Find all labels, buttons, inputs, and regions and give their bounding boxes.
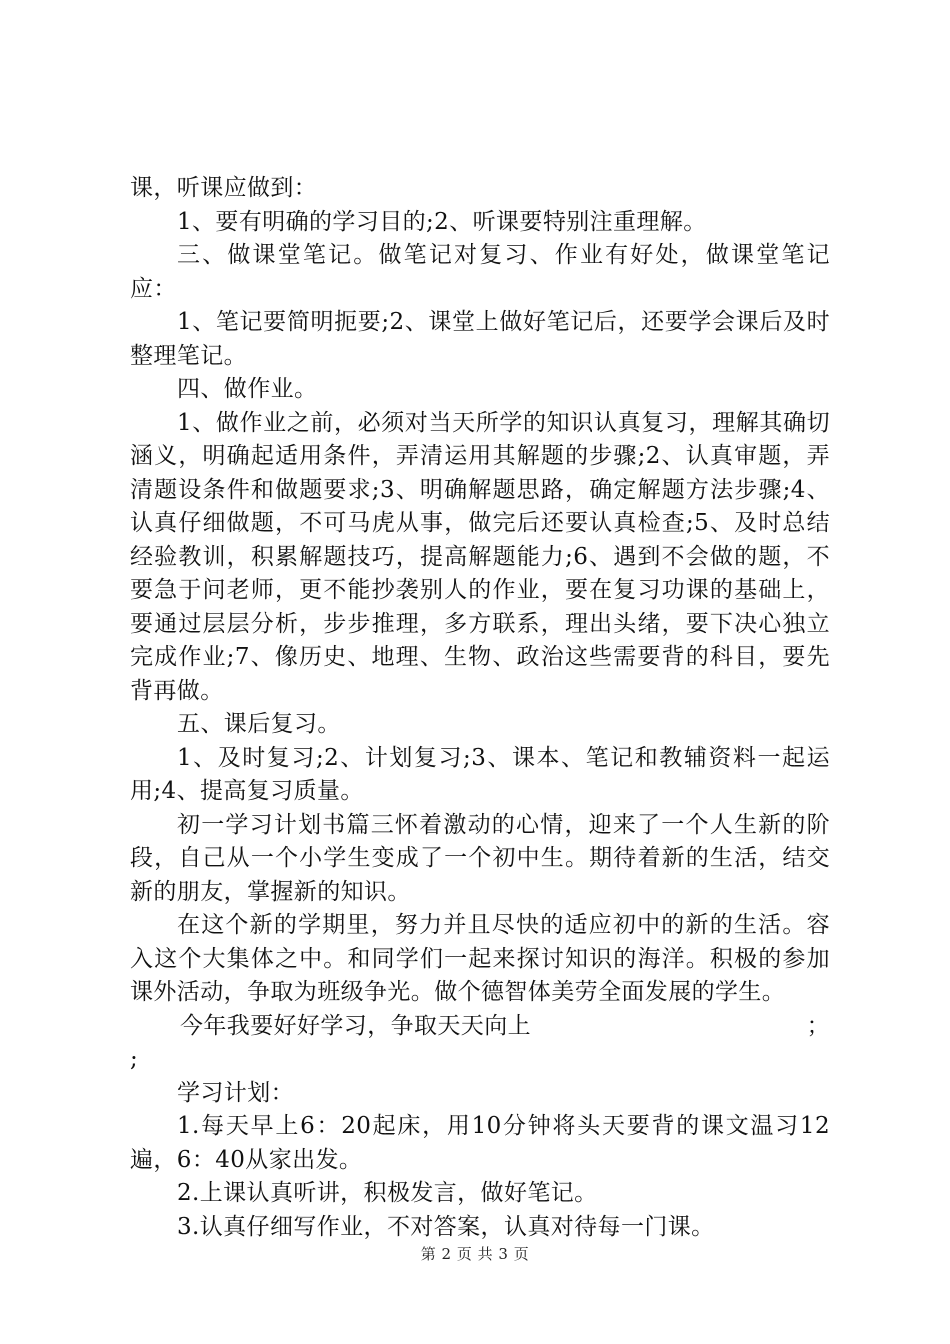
- plan-item: 3.认真仔细写作业，不对答案，认真对待每一门课。: [177, 1213, 715, 1240]
- goal-text: 今年我要好好学习，争取天天向上: [180, 1012, 531, 1039]
- document-body: [130, 172, 830, 1244]
- paragraph: 初一学习计划书篇三怀着激动的心情，迎来了一个人生新的阶段，自己从一个小学生变成了一个初中生。期待着新的生活，结交新的朋友，掌握新的知识。: [130, 811, 830, 905]
- paragraph: 课，听课应做到：: [130, 175, 318, 201]
- plan-heading: 学习计划：: [177, 1079, 294, 1106]
- paragraph: 三、做课堂笔记。做笔记对复习、作业有好处，做课堂笔记应：: [130, 242, 830, 302]
- paragraph: 四、做作业。: [177, 376, 318, 402]
- goal-semicolon: ；: [806, 1012, 830, 1039]
- paragraph: 在这个新的学期里，努力并且尽快的适应初中的新的生活。容入这个大集体之中。和同学们一起来探讨知识的海洋。积极的参加课外活动，争取为班级争光。做个德智体美劳全面发展的学生。: [130, 912, 830, 1005]
- goal-line: [130, 1010, 830, 1044]
- plan-item: 1.每天早上6：20起床，用10分钟将头天要背的课文温习12遍，6：40从家出发。: [130, 1113, 830, 1173]
- paragraph: 五、课后复习。: [177, 711, 341, 737]
- page-number-footer: 第 2 页 共 3 页: [420, 1245, 530, 1263]
- paragraph: 1、要有明确的学习目的;2、听课要特别注重理解。: [177, 208, 707, 235]
- paragraph: 1、笔记要简明扼要;2、课堂上做好笔记后，还要学会课后及时整理笔记。: [130, 309, 830, 369]
- plan-item: 2.上课认真听讲，积极发言，做好笔记。: [177, 1180, 598, 1206]
- paragraph: 1、及时复习;2、计划复习;3、课本、笔记和教辅资料一起运用;4、提高复习质量。: [130, 744, 830, 804]
- paragraph: 1、做作业之前，必须对当天所学的知识认真复习，理解其确切涵义，明确起适用条件，弄清运用其解题的步骤;2、认真审题，弄清题设条件和做题要求;3、明确解题思路，确定解题方法步骤;4、认真仔细做题，不可马虎从事，做完后还要认真检查;5、及时总结经验教训，积累解题技巧，提高解题能力;6、遇到不会做的题，不要急于问老师，更不能抄袭别人的作业，要在复习功课的基础上，要通过层层分析，步步推理，多方联系，理出头绪，要下决心独立完成作业;7、像历史、地理、生物、政治这些需要背的科目，要先背再做。: [130, 409, 830, 704]
- goal-semicolon-line: ;: [130, 1046, 139, 1072]
